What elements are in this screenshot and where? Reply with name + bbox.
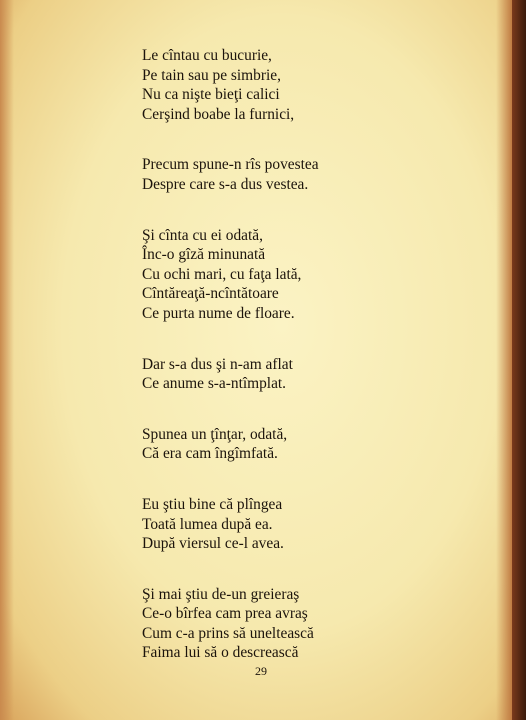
poem-line: Dar s-a dus şi n-am aflat [142, 355, 293, 373]
poem-line: După viersul ce-l avea. [142, 535, 284, 553]
poem-line: Că era cam îngîmfată. [142, 445, 278, 463]
poem-line: Ce anume s-a-ntîmplat. [142, 375, 287, 393]
poem-line: Despre care s-a dus vestea. [142, 175, 309, 193]
poem-line: Înc-o gîză minunată [142, 246, 266, 264]
poem-line: Toată lumea după ea. [142, 515, 273, 533]
stanza [142, 226, 319, 324]
poem-line: Eu ştiu bine că plîngea [142, 495, 283, 513]
stanza [142, 355, 319, 394]
stanza [142, 585, 319, 663]
book-spine [512, 0, 526, 720]
poem-line: Spunea un ţînţar, odată, [142, 425, 288, 443]
poem-line: Precum spune-n rîs povestea [142, 156, 319, 174]
poem-text [142, 46, 319, 663]
poem-line: Le cîntau cu bucurie, [142, 47, 272, 64]
page-edge-shadow-left [0, 0, 14, 720]
poem-line: Ce purta nume de floare. [142, 304, 295, 322]
poem-line: Nu ca nişte bieţi calici [142, 86, 280, 104]
stanza [142, 46, 319, 124]
stanza [142, 495, 319, 554]
poem-line: Faima lui să o descrească [142, 644, 299, 662]
stanza [142, 155, 319, 194]
stanza [142, 425, 319, 464]
page-number: 29 [255, 664, 267, 678]
poem-line: Şi mai ştiu de-un greieraş [142, 585, 300, 603]
poem-line: Cum c-a prins să uneltească [142, 624, 314, 642]
poem-line: Cîntăreaţă-ncîntătoare [142, 285, 279, 303]
poem-line: Pe tain sau pe simbrie, [142, 66, 281, 84]
poem-line: Cu ochi mari, cu faţa lată, [142, 265, 302, 283]
poem-line: Şi cînta cu ei odată, [142, 226, 263, 244]
poem-line: Cerşind boabe la furnici, [142, 105, 295, 123]
page-edge-shadow-right [496, 0, 512, 720]
poem-line: Ce-o bîrfea cam prea avraş [142, 605, 308, 623]
